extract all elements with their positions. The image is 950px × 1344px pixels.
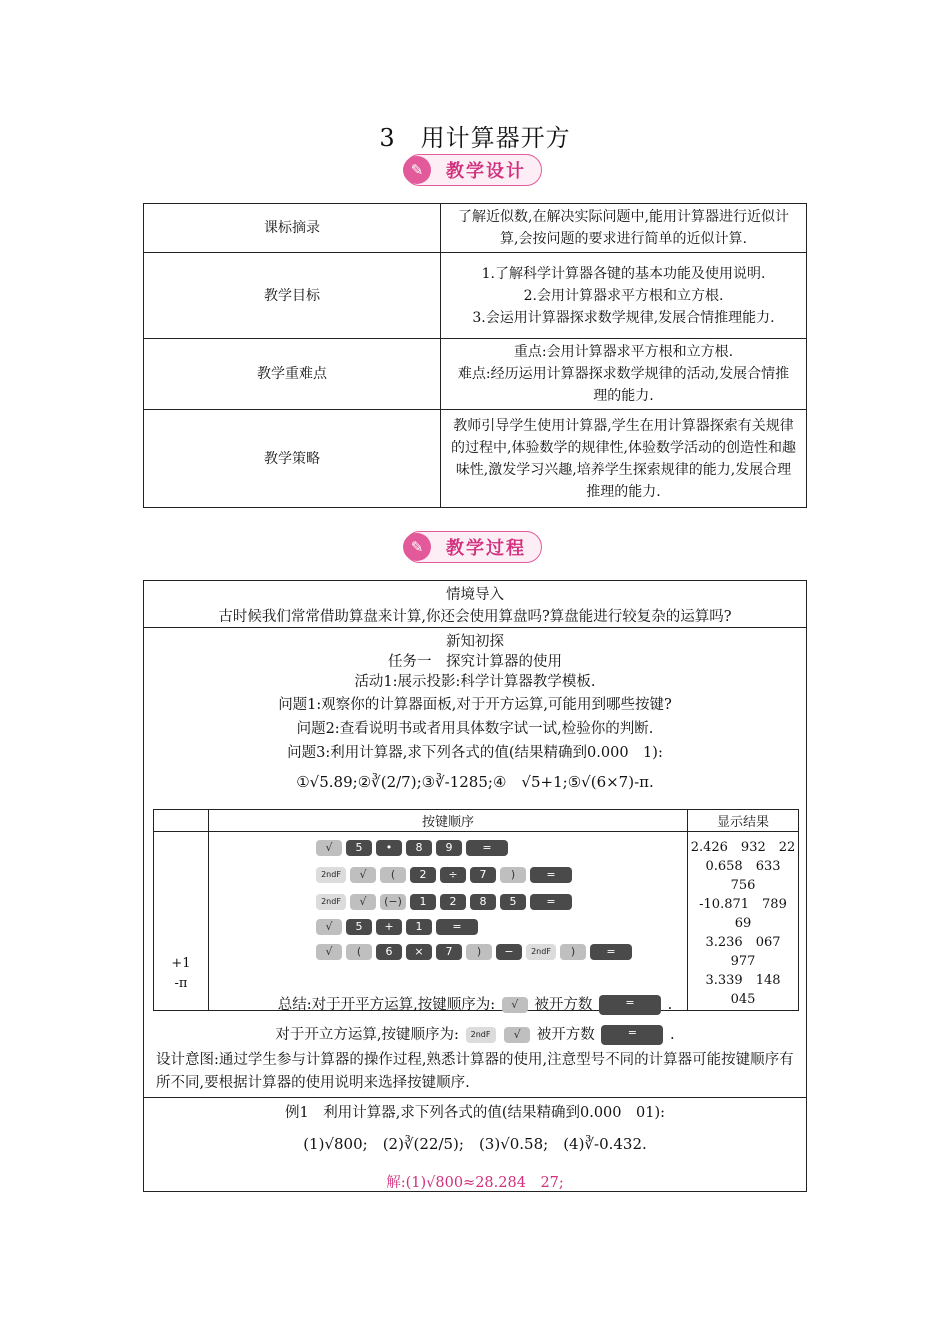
negative-key: (−) bbox=[380, 894, 406, 910]
key-row bbox=[314, 939, 686, 965]
multiply-key: × bbox=[406, 944, 432, 960]
open-paren-key: ( bbox=[380, 867, 406, 883]
second-function-key: 2ndF bbox=[316, 894, 346, 910]
equals-key: = bbox=[466, 840, 508, 856]
results bbox=[688, 832, 799, 1011]
result-value: -10.871 789 69 bbox=[699, 897, 787, 931]
result-header: 显示结果 bbox=[688, 810, 799, 832]
badge-icon: ✎ bbox=[403, 156, 431, 184]
equals-key: = bbox=[436, 919, 478, 935]
summary-text: 被开方数 bbox=[534, 997, 593, 1013]
close-paren-key: ) bbox=[560, 944, 586, 960]
divider bbox=[144, 1097, 806, 1098]
row-label: 课标摘录 bbox=[144, 204, 441, 253]
row-label: 教学目标 bbox=[144, 253, 441, 339]
keys-header: 按键顺序 bbox=[209, 810, 688, 832]
row-label: 教学策略 bbox=[144, 410, 441, 508]
sqrt-key: √ bbox=[350, 867, 376, 883]
sqrt-key: √ bbox=[316, 919, 342, 935]
new-knowledge-heading: 新知初探 bbox=[446, 634, 504, 650]
summary-text: . bbox=[669, 1027, 675, 1043]
row-label: 教学重难点 bbox=[144, 339, 441, 410]
design-intent: 设计意图:通过学生参与计算器的操作过程,熟悉计算器的使用,注意型号不同的计算器可能按键顺序有所不同,要根据计算器的使用说明来选择按键顺序. bbox=[156, 1052, 794, 1091]
result-value: 0.658 633 756 bbox=[705, 859, 794, 893]
minus-key: − bbox=[496, 944, 522, 960]
row-value bbox=[441, 339, 807, 410]
empty-cell bbox=[154, 810, 209, 832]
question-2: 问题2:查看说明书或者用具体数字试一试,检验你的判断. bbox=[296, 721, 654, 737]
divider bbox=[144, 627, 806, 628]
key-row bbox=[314, 888, 686, 915]
page-title: 3 用计算器开方 bbox=[379, 124, 571, 152]
left-label: -π bbox=[174, 976, 188, 991]
intro-text: 古时候我们常常借助算盘来计算,你还会使用算盘吗?算盘能进行较复杂的运算吗? bbox=[218, 609, 732, 625]
result-value: 3.339 148 045 bbox=[705, 973, 794, 1007]
second-function-key: 2ndF bbox=[466, 1027, 496, 1043]
teaching-design-badge bbox=[404, 154, 542, 186]
value-line: 1.了解科学计算器各键的基本功能及使用说明. bbox=[481, 265, 766, 282]
key-5: 5 bbox=[346, 840, 372, 856]
expr: √(6×7)-π. bbox=[581, 773, 654, 791]
value-line: 2.会用计算器求平方根和立方根. bbox=[523, 287, 724, 304]
sqrt-key: √ bbox=[316, 944, 342, 960]
design-table bbox=[143, 203, 807, 508]
divide-key: ÷ bbox=[440, 867, 466, 883]
example-heading: 例1 利用计算器,求下列各式的值(结果精确到0.000 01): bbox=[285, 1105, 665, 1121]
expr: √5.89 bbox=[309, 773, 353, 791]
key-2: 2 bbox=[440, 894, 466, 910]
task-heading: 任务一 探究计算器的使用 bbox=[388, 654, 562, 670]
equals-key: = bbox=[530, 894, 572, 910]
activity-text: 活动1:展示投影:科学计算器教学模板. bbox=[354, 674, 596, 690]
key-1: 1 bbox=[406, 919, 432, 935]
teaching-process-badge bbox=[404, 531, 542, 563]
row-value: 了解近似数,在解决实际问题中,能用计算器进行近似计算,会按问题的要求进行简单的近似计算. bbox=[441, 204, 807, 253]
expr: ;③ bbox=[416, 773, 436, 791]
summary-text: 对于开立方运算,按键顺序为: bbox=[275, 1027, 459, 1043]
key-row bbox=[314, 835, 686, 861]
sqrt-key: √ bbox=[504, 1027, 530, 1043]
solution-text: 解:(1)√800≈28.284 27; bbox=[386, 1175, 564, 1191]
key-dot: • bbox=[376, 840, 402, 856]
value-line: 难点:经历运用计算器探求数学规律的活动,发展合情推理的能力. bbox=[457, 366, 790, 404]
badge-label: 教学设计 bbox=[446, 161, 526, 182]
expr: ∛(2/7) bbox=[371, 773, 417, 791]
key-7: 7 bbox=[470, 867, 496, 883]
expr: ① bbox=[296, 773, 310, 791]
question-3: 问题3:利用计算器,求下列各式的值(结果精确到0.000 1): bbox=[287, 745, 663, 761]
expr: ;④ bbox=[487, 773, 507, 791]
second-function-key: 2ndF bbox=[316, 867, 346, 883]
close-paren-key: ) bbox=[500, 867, 526, 883]
left-label: +1 bbox=[171, 956, 191, 971]
question-1: 问题1:观察你的计算器面板,对于开方运算,可能用到哪些按键? bbox=[278, 697, 672, 713]
equals-key: = bbox=[530, 867, 572, 883]
key-row bbox=[314, 915, 686, 939]
summary-text: . bbox=[667, 997, 673, 1013]
key-sequences bbox=[209, 832, 688, 1011]
summary-square-root bbox=[144, 993, 806, 1015]
close-paren-key: ) bbox=[466, 944, 492, 960]
summary-cube-root bbox=[144, 1023, 806, 1045]
process-box bbox=[143, 580, 807, 1192]
key-2: 2 bbox=[410, 867, 436, 883]
sqrt-key: √ bbox=[316, 840, 342, 856]
badge-icon: ✎ bbox=[403, 533, 431, 561]
result-value: 3.236 067 977 bbox=[705, 935, 794, 969]
value-line: 3.会运用计算器探求数学规律,发展合情推理能力. bbox=[472, 309, 775, 326]
expr: ;② bbox=[352, 773, 372, 791]
row-value bbox=[441, 253, 807, 339]
key-6: 6 bbox=[376, 944, 402, 960]
plus-key: + bbox=[376, 919, 402, 935]
badge-label: 教学过程 bbox=[446, 538, 526, 559]
sqrt-key: √ bbox=[350, 894, 376, 910]
summary-text: 被开方数 bbox=[536, 1027, 595, 1043]
equals-key: = bbox=[601, 1025, 663, 1045]
key-8: 8 bbox=[406, 840, 432, 856]
open-paren-key: ( bbox=[346, 944, 372, 960]
second-function-key: 2ndF bbox=[526, 944, 556, 960]
expr: ∛-1285 bbox=[435, 773, 488, 791]
expr: ;⑤ bbox=[562, 773, 582, 791]
expr: √5+1 bbox=[521, 773, 563, 791]
key-sequence-table bbox=[153, 809, 799, 1011]
question-3-expressions bbox=[144, 771, 806, 792]
key-row bbox=[314, 861, 686, 888]
value-line: 重点:会用计算器求平方根和立方根. bbox=[513, 344, 734, 360]
equals-key: = bbox=[599, 995, 661, 1015]
equals-key: = bbox=[590, 944, 632, 960]
key-7: 7 bbox=[436, 944, 462, 960]
row-value: 教师引导学生使用计算器,学生在用计算器探索有关规律的过程中,体验数学的规律性,体验数学活动的创造性和趣味性,激发学习兴趣,培养学生探索规律的能力,发展合理推理的能力. bbox=[441, 410, 807, 508]
key-8: 8 bbox=[470, 894, 496, 910]
left-labels bbox=[154, 832, 209, 1011]
key-5: 5 bbox=[500, 894, 526, 910]
key-9: 9 bbox=[436, 840, 462, 856]
sqrt-key: √ bbox=[502, 997, 528, 1013]
key-5: 5 bbox=[346, 919, 372, 935]
example-expressions: (1)√800; (2)∛(22/5); (3)√0.58; (4)∛-0.432. bbox=[303, 1135, 647, 1153]
key-1: 1 bbox=[410, 894, 436, 910]
result-value: 2.426 932 22 bbox=[690, 840, 796, 855]
summary-text: 总结:对于开平方运算,按键顺序为: bbox=[277, 997, 496, 1013]
intro-heading: 情境导入 bbox=[446, 587, 504, 603]
